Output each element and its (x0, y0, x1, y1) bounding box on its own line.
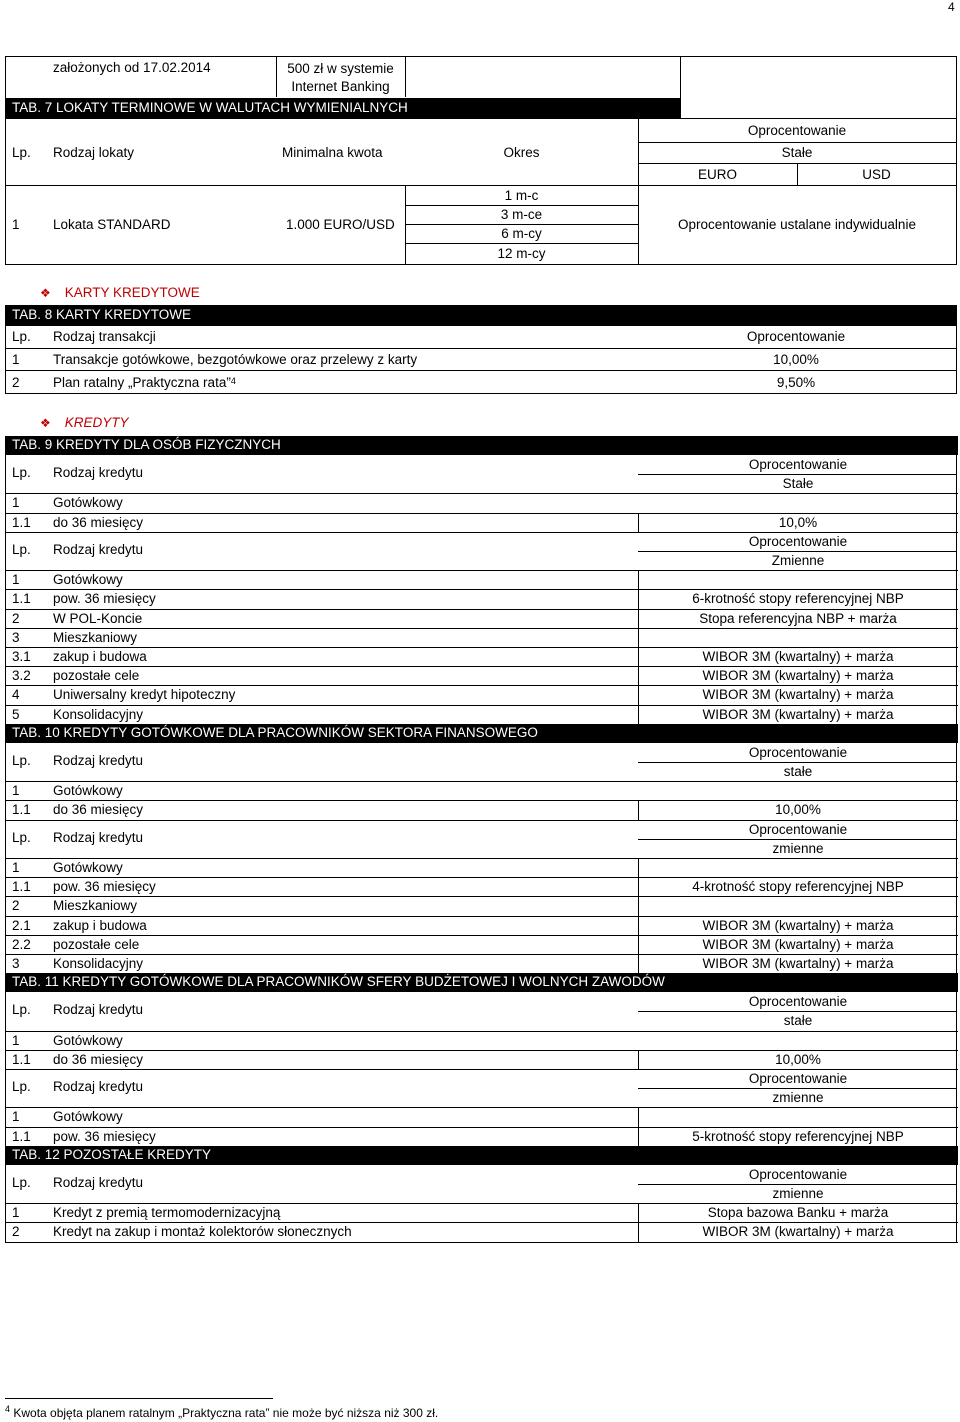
tab10-row-6-value: WIBOR 3M (kwartalny) + marża (702, 956, 894, 971)
tab10-row-5-value: WIBOR 3M (kwartalny) + marża (702, 936, 894, 952)
tab11-row-r2-value: 10,00% (775, 1051, 821, 1067)
tab11-row-2-name: pow. 36 miesięcy (53, 1128, 156, 1144)
tab9-row-r1-lp: 1 (12, 495, 20, 511)
tab11-header-stale-lp: Lp. (12, 1002, 31, 1018)
tab7-header-stale: Stałe (781, 145, 813, 160)
tab12-row-1-lp: 1 (12, 1205, 20, 1221)
tab9-row-8-value: WIBOR 3M (kwartalny) + marża (702, 706, 894, 722)
tab10-row-6-name: Konsolidacyjny (53, 956, 144, 971)
tab8-row1-lp: 1 (12, 352, 20, 367)
tab11-row-r2-name: do 36 miesięcy (53, 1051, 144, 1067)
tab9-row-8-name: Konsolidacyjny (53, 706, 144, 722)
tab7-header-usd: USD (862, 167, 891, 182)
tab7-okres-2: 3 m-ce (500, 207, 543, 222)
tab10-header-zmienne-lp: Lp. (12, 829, 31, 845)
tab11-row-r1-lp: 1 (12, 1032, 20, 1048)
top-row-text-3: Internet Banking (291, 79, 390, 94)
tab7-okres-3: 6 m-cy (501, 226, 542, 241)
tab9-header-zmienne-rodzaj: Rodzaj kredytu (53, 541, 144, 557)
tab9-header-stale-rodzaj: Rodzaj kredytu (53, 465, 144, 480)
tab8-header-lp: Lp. (12, 329, 31, 344)
tab11-row-1-lp: 1 (12, 1109, 20, 1125)
section-kredyty: ❖ KREDYTY (40, 415, 129, 430)
tab9-header-zmienne-type: Zmienne (771, 553, 825, 568)
tab10-header-zmienne-type: zmienne (772, 840, 824, 856)
tab10-row-4-lp: 2.1 (12, 917, 31, 933)
tab9-row-5-value: WIBOR 3M (kwartalny) + marża (702, 649, 894, 664)
tab9-row-1-name: Gotówkowy (53, 572, 123, 588)
tab12-title: TAB. 12 POZOSTAŁE KREDYTY (12, 1146, 212, 1162)
tab7-title: TAB. 7 LOKATY TERMINOWE W WALUTACH WYMIENIALNYCH (12, 100, 408, 115)
tab10-row-r1-lp: 1 (12, 783, 20, 799)
tab9-row-6-value: WIBOR 3M (kwartalny) + marża (702, 668, 894, 684)
top-row-text-1: założonych od 17.02.2014 (53, 60, 211, 75)
tab11-row-2-value: 5-krotność stopy referencyjnej NBP (692, 1128, 904, 1144)
tab8-header-oproc: Oprocentowanie (746, 329, 846, 344)
tab11-title: TAB. 11 KREDYTY GOTÓWKOWE DLA PRACOWNIKÓW SFERY BUDŻETOWEJ I WOLNYCH ZAWODÓW (12, 974, 665, 990)
page-number: 4 (948, 0, 955, 14)
tab9-row-2-lp: 1.1 (12, 591, 31, 607)
tab9-row-6-lp: 3.2 (12, 668, 31, 684)
tab7-header-kwota: Minimalna kwota (282, 145, 383, 160)
tab9-row-3-lp: 2 (12, 610, 20, 626)
tab9-header-stale-oproc: Oprocentowanie (748, 457, 848, 472)
tab8-row2-name: Plan ratalny „Praktyczna rata”$^4$ (53, 375, 236, 390)
tab7-row-oproc: Oprocentowanie ustalane indywidualnie (678, 217, 916, 232)
section-karty: ❖ KARTY KREDYTOWE (40, 285, 200, 300)
tab11-row-r2-lp: 1.1 (12, 1051, 31, 1067)
tab9-row-5-lp: 3.1 (12, 649, 31, 664)
tab12-header-type: zmienne (772, 1186, 824, 1201)
tab12-row-2-lp: 2 (12, 1224, 20, 1240)
tab7-row-lp: 1 (12, 217, 20, 232)
footnote: $^4$ Kwota objęta planem ratalnym „Praktyczna rata” nie może być niższa niż 300 zł. (5, 1404, 439, 1420)
tab10-row-1-lp: 1 (12, 860, 20, 875)
tab10-row-5-lp: 2.2 (12, 936, 31, 952)
tab10-row-4-name: zakup i budowa (53, 917, 147, 933)
tab7-row-name: Lokata STANDARD (53, 217, 171, 232)
tab8-row2-lp: 2 (12, 375, 20, 390)
tab10-header-stale-type: stałe (783, 764, 813, 779)
tab9-header-zmienne-lp: Lp. (12, 541, 31, 557)
tab7-row-kwota: 1.000 EURO/USD (286, 217, 395, 232)
tab8-row1-value: 10,00% (773, 352, 819, 367)
diamond-bullet-icon: ❖ (40, 286, 51, 300)
footnote-separator (5, 1398, 273, 1399)
tab9-row-7-lp: 4 (12, 687, 20, 703)
tab9-header-zmienne-oproc: Oprocentowanie (748, 533, 848, 549)
tab9-header-stale-type: Stałe (782, 476, 814, 492)
tab10-row-3-name: Mieszkaniowy (53, 898, 138, 914)
tab10-row-1-name: Gotówkowy (53, 860, 123, 875)
tab9-row-7-value: WIBOR 3M (kwartalny) + marża (702, 687, 894, 703)
tab10-header-stale-oproc: Oprocentowanie (748, 744, 848, 760)
tab8-row1-name: Transakcje gotówkowe, bezgotówkowe oraz przelewy z karty (53, 352, 418, 367)
tab10-row-5-name: pozostałe cele (53, 936, 140, 952)
tab11-row-1-name: Gotówkowy (53, 1109, 123, 1125)
tab9-row-3-name: W POL-Koncie (53, 610, 143, 626)
tab7-okres-4: 12 m-cy (497, 246, 546, 261)
tab9-row-1-lp: 1 (12, 572, 20, 588)
tab11-header-zmienne-lp: Lp. (12, 1079, 31, 1094)
tab7-header-euro: EURO (697, 167, 737, 182)
diamond-bullet-icon: ❖ (40, 416, 51, 430)
tab9-header-stale-lp: Lp. (12, 465, 31, 480)
tab7-header-rodzaj: Rodzaj lokaty (53, 145, 135, 160)
tab10-header-zmienne-rodzaj: Rodzaj kredytu (53, 829, 144, 845)
tab10-header-zmienne-oproc: Oprocentowanie (748, 821, 848, 837)
tab11-row-r1-name: Gotówkowy (53, 1032, 123, 1048)
tab7-okres-1: 1 m-c (504, 188, 539, 203)
tab9-row-4-lp: 3 (12, 629, 20, 645)
tab10-row-r2-name: do 36 miesięcy (53, 802, 144, 818)
tab10-row-4-value: WIBOR 3M (kwartalny) + marża (702, 917, 894, 933)
tab10-header-stale-lp: Lp. (12, 752, 31, 768)
tab11-header-zmienne-rodzaj: Rodzaj kredytu (53, 1079, 144, 1094)
tab9-title: TAB. 9 KREDYTY DLA OSÓB FIZYCZNYCH (12, 437, 281, 452)
tab9-row-7-name: Uniwersalny kredyt hipoteczny (53, 687, 236, 703)
tab10-row-r2-value: 10,00% (775, 802, 821, 818)
tab12-header-lp: Lp. (12, 1174, 31, 1190)
tab10-row-6-lp: 3 (12, 956, 20, 971)
tab10-row-2-value: 4-krotność stopy referencyjnej NBP (692, 879, 904, 895)
tab7-header-lp: Lp. (12, 145, 31, 160)
tab12-row-2-value: WIBOR 3M (kwartalny) + marża (702, 1224, 894, 1240)
tab12-header-rodzaj: Rodzaj kredytu (53, 1174, 144, 1190)
tab7-header-oproc: Oprocentowanie (747, 123, 847, 138)
tab11-row-2-lp: 1.1 (12, 1128, 31, 1144)
tab8-row2-value: 9,50% (776, 375, 816, 390)
tab9-row-6-name: pozostałe cele (53, 668, 140, 684)
tab11-header-stale-oproc: Oprocentowanie (748, 994, 848, 1010)
tab10-row-2-name: pow. 36 miesięcy (53, 879, 156, 895)
top-row-text-2: 500 zł w systemie (287, 61, 394, 76)
tab9-row-3-value: Stopa referencyjna NBP + marża (699, 610, 897, 626)
tab11-header-zmienne-oproc: Oprocentowanie (748, 1071, 848, 1086)
tab9-row-r2-lp: 1.1 (12, 514, 31, 530)
tab9-row-2-name: pow. 36 miesięcy (53, 591, 156, 607)
tab8-title: TAB. 8 KARTY KREDYTOWE (12, 307, 192, 322)
tab12-row-1-value: Stopa bazowa Banku + marża (707, 1205, 889, 1221)
tab9-row-2-value: 6-krotność stopy referencyjnej NBP (692, 591, 904, 607)
tab9-row-r2-value: 10,0% (778, 514, 818, 530)
tab9-row-8-lp: 5 (12, 706, 20, 722)
tab9-row-5-name: zakup i budowa (53, 649, 147, 664)
tab12-row-2-name: Kredyt na zakup i montaż kolektorów słonecznych (53, 1224, 352, 1240)
tab9-row-4-name: Mieszkaniowy (53, 629, 138, 645)
tab8-header-rodzaj: Rodzaj transakcji (53, 329, 156, 344)
tab11-header-zmienne-type: zmienne (772, 1090, 824, 1106)
tab10-header-stale-rodzaj: Rodzaj kredytu (53, 752, 144, 768)
tab9-row-r2-name: do 36 miesięcy (53, 514, 144, 530)
tab10-row-2-lp: 1.1 (12, 879, 31, 895)
tab7-header-okres: Okres (503, 145, 540, 160)
tab12-header-oproc: Oprocentowanie (748, 1166, 848, 1182)
tab10-row-r1-name: Gotówkowy (53, 783, 123, 799)
tab11-header-stale-rodzaj: Rodzaj kredytu (53, 1002, 144, 1018)
tab10-row-3-lp: 2 (12, 898, 20, 914)
tab10-row-r2-lp: 1.1 (12, 802, 31, 818)
tab9-row-r1-name: Gotówkowy (53, 495, 123, 511)
tab12-row-1-name: Kredyt z premią termomodernizacyjną (53, 1205, 281, 1221)
tab11-header-stale-type: stałe (783, 1013, 813, 1029)
tab10-title: TAB. 10 KREDYTY GOTÓWKOWE DLA PRACOWNIKÓW SEKTORA FINANSOWEGO (12, 724, 538, 740)
